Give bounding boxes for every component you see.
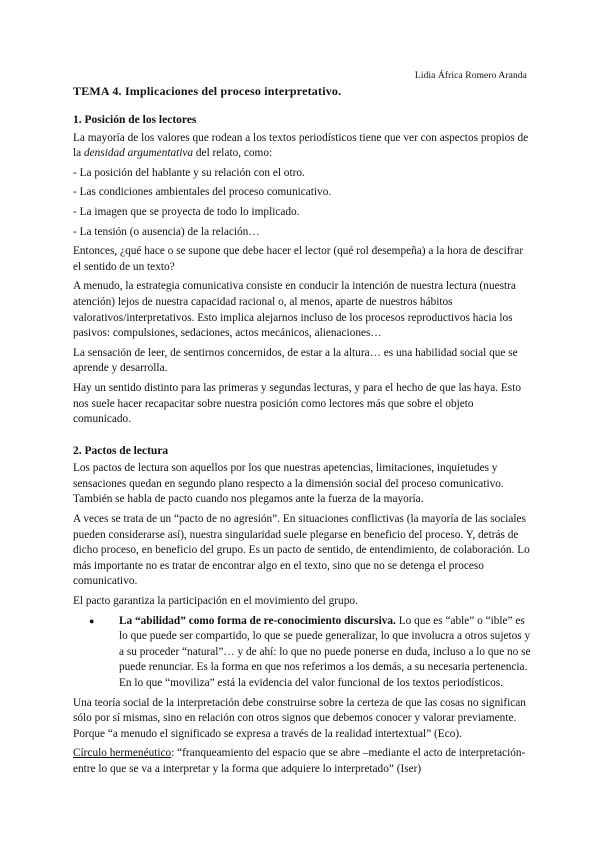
body-paragraph: Hay un sentido distinto para las primeras y segundas lecturas, y para el hecho de que las haya. Esto nos suele hacer recapacitar sobre nuestra posición como lectores más que sobre el objeto comunicado. <box>73 381 521 426</box>
body-paragraph: Una teoría social de la interpretación debe construirse sobre la certeza de que las cosas no significan sólo por sí mismas, sino en relación con otros signos que debemos conocer y valorar previamente. Porque “a menudo el significado se expresa a través de la realidad intertextual” (Eco). <box>73 696 526 740</box>
intro-text-after: del relato, como: <box>193 147 273 160</box>
intro-text-before: La mayoría de los valores que rodean a los textos periodísticos tiene que ver con aspectos propios de la <box>73 131 529 160</box>
bullet-icon: ● <box>89 615 95 626</box>
list-item: - La posición del hablante y su relación con el otro. <box>73 166 305 179</box>
bullet-text <box>113 614 533 692</box>
document-title: TEMA 4. Implicaciones del proceso interpretativo. <box>73 84 342 98</box>
section-heading: 2. Pactos de lectura <box>73 444 169 457</box>
list-item: - La imagen que se proyecta de todo lo implicado. <box>73 205 300 218</box>
bullet-body: Lo que es “able” o “ible” es lo que puede ser compartido, lo que se puede generalizar, lo que involucra a otros sujetos y a su proceder “natural”… y de ahí: lo que no puede ponerse en duda, incluso a lo que no se puede renunciar. Es la forma en que nos referimos a los demás, a su necesaria pertenencia. En lo que “moviliza” está la evidencia del valor funcional de los textos periodísticos. <box>119 614 531 689</box>
body-paragraph: Entonces, ¿qué hace o se supone que debe hacer el lector (qué rol desempeña) a la hora de descifrar el sentido de un texto? <box>73 245 524 273</box>
document-body <box>73 113 533 782</box>
section-posicion-lectores <box>73 113 533 428</box>
list-item: - La tensión (o ausencia) de la relación… <box>73 225 260 238</box>
intro-italic-term: densidad argumentativa <box>83 147 194 160</box>
body-paragraph: A menudo, la estrategia comunicativa consiste en conducir la intención de nuestra lectura (nuestra atención) lejos de nuestra capacidad racional o, al menos, aparte de nuestros hábitos valorativos/interpretativos. Esto implica alejarnos incluso de los procesos reproductivos hacia los pasivos: compulsiones, sedaciones, actos mecánicos, alienaciones… <box>73 280 516 340</box>
body-paragraph: La sensación de leer, de sentirnos concernidos, de estar a la altura… es una habilidad social que se aprende y desarrolla. <box>73 346 518 375</box>
bullet-bold-lead: La “abilidad” como forma de re-conocimiento discursiva. <box>119 614 396 627</box>
circle-text: : “franqueamiento del espacio que se abre –mediante el acto de interpretación- entre lo que se va a interpretar y la forma que adquiere lo interpretado” (Iser) <box>73 747 526 775</box>
body-paragraph: A veces se trata de un “pacto de no agresión”. En situaciones conflictivas (la mayoría de las sociales pueden considerarse así), nuestra singularidad suele plegarse en beneficio del proceso. Y, detrás de dicho proceso, en beneficio del grupo. Es un pacto de sentido, de entendimiento, de colaboración. Lo más importante no es tratar de encontrar algo en el texto, sino que no se detenga el proceso comunicativo. <box>73 513 530 588</box>
intro-paragraph <box>73 131 533 162</box>
section-pactos-lectura <box>73 444 533 778</box>
list-item: - Las condiciones ambientales del proceso comunicativo. <box>73 186 332 199</box>
body-paragraph: Los pactos de lectura son aquellos por los que nuestras apetencias, limitaciones, inquietudes y sensaciones quedan en segundo plano respecto a la dimensión social del proceso comunicativo. También se habla de pacto cuando nos plegamos ante la fuerza de la mayoría. <box>73 462 504 506</box>
circle-paragraph <box>73 746 533 777</box>
section-heading: 1. Posición de los lectores <box>73 114 197 126</box>
bullet-item <box>73 614 533 692</box>
body-paragraph: El pacto garantiza la participación en el movimiento del grupo. <box>73 595 358 608</box>
circle-label: Círculo hermenéutico <box>73 747 172 760</box>
author-name: Lidia África Romero Aranda <box>414 71 527 81</box>
